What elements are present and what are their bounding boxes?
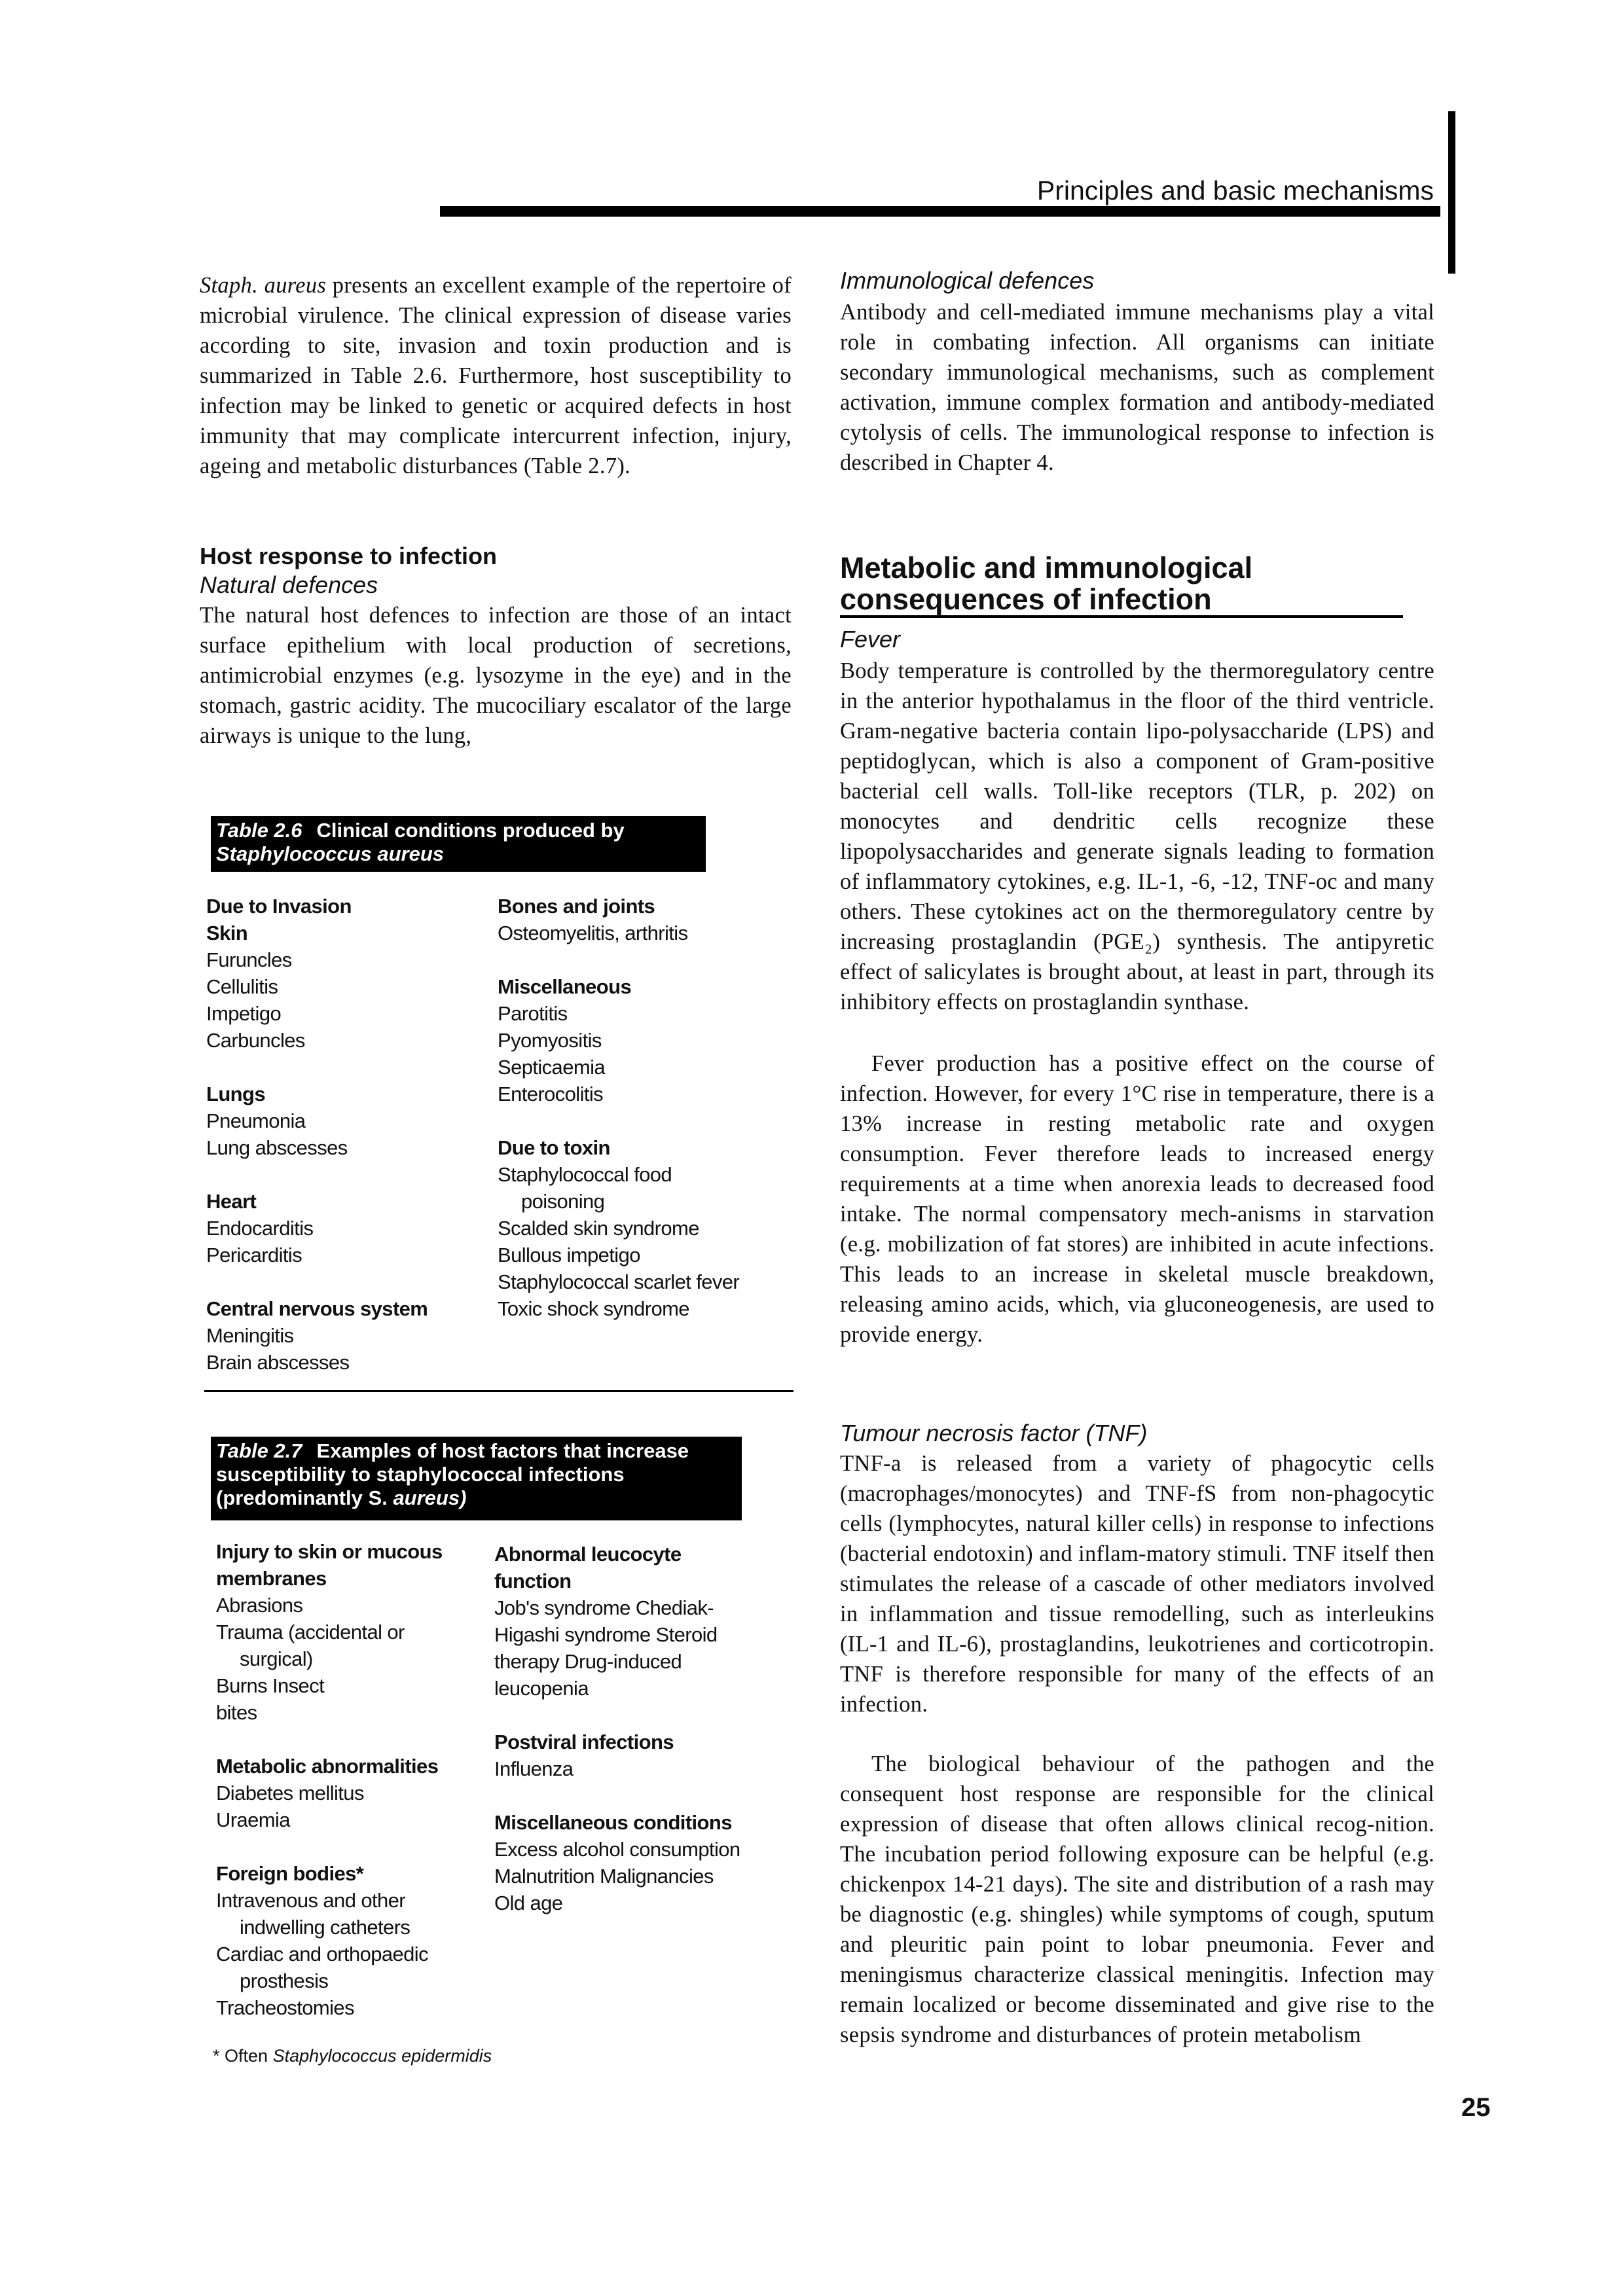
fever-heading: Fever xyxy=(840,626,901,653)
leucocyte-heading: Abnormal leucocyte xyxy=(494,1543,682,1566)
list-item: Brain abscesses xyxy=(206,1351,350,1374)
heart-heading: Heart xyxy=(206,1190,257,1213)
list-item: Staphylococcal food xyxy=(498,1163,672,1186)
intro-paragraph xyxy=(200,270,792,481)
metabolic-heading: Metabolic abnormalities xyxy=(216,1755,439,1778)
list-item: Impetigo xyxy=(206,1002,282,1025)
page-number: 25 xyxy=(1461,2093,1491,2122)
list-item: Septicaemia xyxy=(498,1056,605,1079)
list-item: Scalded skin syndrome xyxy=(498,1217,699,1240)
injury-heading: Injury to skin or mucous xyxy=(216,1540,443,1563)
list-item: poisoning xyxy=(521,1190,605,1213)
running-header: Principles and basic mechanisms xyxy=(1036,175,1434,206)
table-2-6-number: Table 2.6 xyxy=(216,819,302,842)
list-item: Pneumonia xyxy=(206,1109,306,1132)
natural-defences-heading: Natural defences xyxy=(200,571,378,598)
intro-paragraph-text: presents an excellent example of the repertoire of microbial virulence. The clinical expression of disease varies according to site, invasion and toxin production and is summarized in Table 2.6. Furthermore, host susceptibility to infection may be linked to genetic or acquired defects in host immunity that may complicate intercurrent infection, injury, ageing and metabolic disturbances (Table 2.7). xyxy=(200,273,792,478)
table-2-6-col-1 xyxy=(206,893,494,1376)
list-item: leucopenia xyxy=(494,1677,589,1700)
list-item: Trauma (accidental or xyxy=(216,1621,405,1643)
list-item: Bullous impetigo xyxy=(498,1244,640,1266)
table-2-7-title-1: Examples of host factors that increase xyxy=(316,1439,689,1462)
list-item: Endocarditis xyxy=(206,1217,314,1240)
table-2-6-caption xyxy=(211,816,706,872)
list-item: Cardiac and orthopaedic xyxy=(216,1943,428,1965)
list-item: Diabetes mellitus xyxy=(216,1782,364,1804)
section-title-line-2: consequences of infection xyxy=(840,584,1403,618)
list-item: Influenza xyxy=(494,1757,574,1780)
list-item: Toxic shock syndrome xyxy=(498,1297,689,1320)
leucocyte-heading-2: function xyxy=(494,1570,572,1592)
table-2-7-footnote xyxy=(213,2046,492,2066)
table-2-7-title-3a: (predominantly S. xyxy=(216,1486,388,1509)
list-item: indwelling catheters xyxy=(240,1916,410,1939)
list-item: Tracheostomies xyxy=(216,1996,354,2019)
skin-heading: Skin xyxy=(206,922,248,944)
postviral-heading: Postviral infections xyxy=(494,1731,674,1753)
natural-defences-paragraph: The natural host defences to infection are those of an intact surface epithelium with local production of secretions, antimicrobial enzymes (e.g. lysozyme in the eye) and in the stomach, gastric acidity. The mucociliary escalator of the large airways is unique to the lung, xyxy=(200,603,792,748)
toxin-heading: Due to toxin xyxy=(498,1136,610,1159)
table-2-7-title-3b: aureus) xyxy=(393,1486,467,1509)
list-item: Old age xyxy=(494,1892,563,1914)
footnote-prefix: * Often xyxy=(213,2046,268,2066)
injury-heading-2: membranes xyxy=(216,1567,327,1590)
list-item: bites xyxy=(216,1701,257,1724)
lungs-heading: Lungs xyxy=(206,1083,265,1105)
host-response-heading: Host response to infection xyxy=(200,543,498,569)
section-title xyxy=(840,552,1403,618)
list-item: Osteomyelitis, arthritis xyxy=(498,922,688,944)
section-title-line-1: Metabolic and immunological xyxy=(840,551,1253,584)
list-item: Job's syndrome Chediak- xyxy=(494,1596,714,1619)
table-2-7-col-1 xyxy=(216,1538,491,2021)
misc-conditions-heading: Miscellaneous conditions xyxy=(494,1811,732,1834)
foreign-bodies-heading: Foreign bodies* xyxy=(216,1862,364,1885)
list-item: Carbuncles xyxy=(206,1029,305,1052)
footnote-species: Staphylococcus epidermidis xyxy=(272,2046,492,2066)
fever-paragraph-2: Fever production has a positive effect on the course of infection. However, for every 1°C rise in temperature, there is a 13% increase in resting metabolic rate and oxygen consumption. Fever therefore leads to increased energy requirements at a time when anorexia leads to decreased food intake. The normal compensatory mech-anisms in starvation (e.g. mobilization of fat stores) are inhibited in acute infections. This leads to an increase in skeletal muscle breakdown, releasing amino acids, which, via gluconeogenesis, are used to provide energy. xyxy=(840,1051,1434,1347)
list-item: Enterocolitis xyxy=(498,1083,604,1105)
header-side-bar xyxy=(1448,111,1455,274)
tnf-paragraph-1: TNF-a is released from a variety of phagocytic cells (macrophages/monocytes) and TNF-fS from non-phagocytic cells (lymphocytes, natural killer cells) in response to infections (bacterial endotoxin) and inflam-matory stimuli. TNF itself then stimulates the release of a cascade of other mediators involved in inflammation and tissue remodelling, such as interleukins (IL-1 and IL-6), prostaglandins, leukotrienes and corticotropin. TNF is therefore responsible for many of the effects of an infection. xyxy=(840,1451,1434,1717)
list-item: Abrasions xyxy=(216,1594,303,1617)
list-item: Cellulitis xyxy=(206,975,278,998)
list-item: Staphylococcal scarlet fever xyxy=(498,1270,740,1293)
list-item: Furuncles xyxy=(206,948,292,971)
list-item: surgical) xyxy=(240,1647,313,1670)
intro-species-name: Staph. aureus xyxy=(200,273,327,298)
list-item: prosthesis xyxy=(240,1969,329,1992)
invasion-heading: Due to Invasion xyxy=(206,895,352,918)
table-2-6-bottom-rule xyxy=(204,1390,793,1392)
table-2-6-col-2 xyxy=(498,893,792,1322)
table-2-7-number: Table 2.7 xyxy=(216,1439,302,1462)
list-item: Malnutrition Malignancies xyxy=(494,1865,714,1888)
table-2-7-col-2 xyxy=(494,1541,782,1916)
list-item: Intravenous and other xyxy=(216,1889,405,1912)
list-item: Parotitis xyxy=(498,1002,568,1025)
misc-heading: Miscellaneous xyxy=(498,975,632,998)
list-item: Lung abscesses xyxy=(206,1136,348,1159)
cns-heading: Central nervous system xyxy=(206,1297,428,1320)
tnf-paragraph-2: The biological behaviour of the pathogen and the consequent host response are responsible for the clinical expression of disease that often allows clinical recog-nition. The incubation period following exposure can be helpful (e.g. chickenpox 14-21 days). The site and distribution of a rash may be diagnostic (e.g. shingles) while symptoms of cough, sputum and pleuritic pain point to lobar pneumonia. Fever and meningismus characterize classical meningitis. Infection may remain localized or become disseminated and give rise to the sepsis syndrome and disturbances of protein metabolism xyxy=(840,1751,1434,2047)
tnf-heading: Tumour necrosis factor (TNF) xyxy=(840,1420,1148,1446)
table-2-6-title-1: Clinical conditions produced by xyxy=(316,819,625,842)
table-2-7-caption xyxy=(211,1437,742,1520)
list-item: Pyomyositis xyxy=(498,1029,602,1052)
table-2-6-title-2: Staphylococcus aureus xyxy=(216,842,445,865)
immunological-defences-paragraph: Antibody and cell-mediated immune mechanisms play a vital role in combating infection. All organisms can initiate secondary immunological mechanisms, such as complement activation, immune complex formation and antibody-mediated cytolysis of cells. The immunological response to infection is described in Chapter 4. xyxy=(840,300,1434,475)
fever-paragraph-1: Body temperature is controlled by the thermoregulatory centre in the anterior hypothalamus in the floor of the third ventricle. Gram-negative bacteria contain lipo-polysaccharide (LPS) and peptidoglycan, which is also a component of Gram-positive bacterial cell walls. Toll-like receptors (TLR, p. 202) on monocytes and dendritic cells recognize these lipopolysaccharides and generate signals leading to formation of inflammatory cytokines, e.g. IL-1, -6, -12, TNF-oc and many others. These cytokines act on the thermoregulatory centre by increasing prostaglandin (PGE₂) synthesis. The antipyretic effect of salicylates is brought about, at least in part, through its inhibitory effects on prostaglandin synthase. xyxy=(840,658,1434,1014)
table-2-7-title-2: susceptibility to staphylococcal infections xyxy=(216,1463,625,1486)
list-item: Pericarditis xyxy=(206,1244,302,1266)
list-item: Excess alcohol consumption xyxy=(494,1838,740,1861)
list-item: Meningitis xyxy=(206,1324,294,1347)
list-item: Burns Insect xyxy=(216,1674,325,1697)
bones-heading: Bones and joints xyxy=(498,895,655,918)
immunological-defences-heading: Immunological defences xyxy=(840,267,1095,294)
list-item: Uraemia xyxy=(216,1808,290,1831)
list-item: Higashi syndrome Steroid xyxy=(494,1623,718,1646)
list-item: therapy Drug-induced xyxy=(494,1650,682,1673)
header-rule xyxy=(440,206,1440,217)
